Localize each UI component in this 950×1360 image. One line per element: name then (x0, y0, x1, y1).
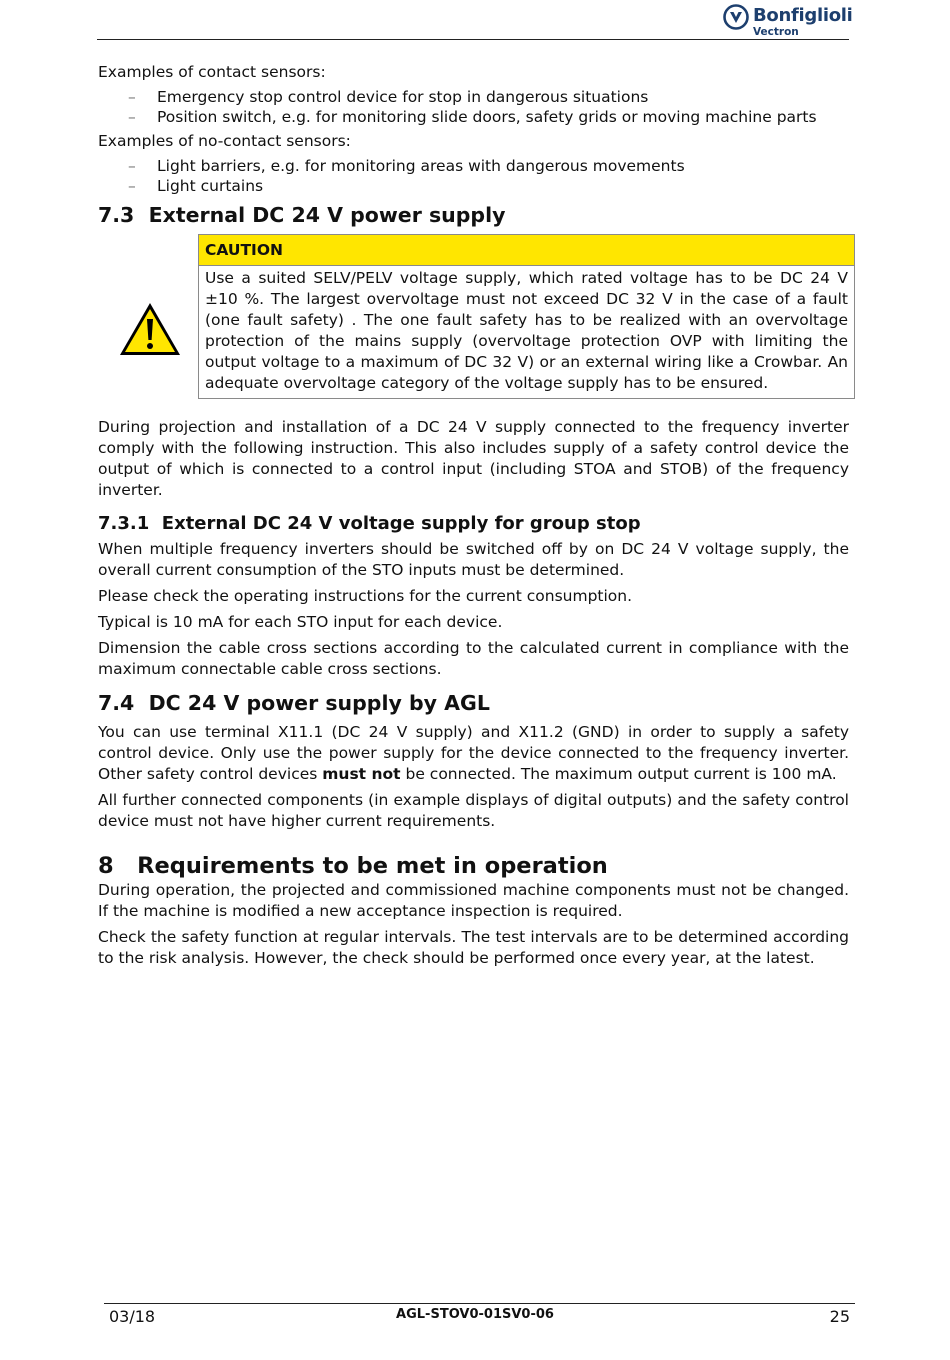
list-item (98, 107, 849, 127)
paragraph: Typical is 10 mA for each STO input for each device. (98, 613, 503, 631)
section-7-3-heading (98, 202, 849, 228)
section-number: 8 (98, 853, 114, 879)
section-7-3-paragraph: During projection and installation of a DC 24 V supply connected to the frequency inverter comply with the following instruction. This also includes supply of a safety control device the output of which is connected to a control input (including STOA and STOB) of the frequency inverter. (98, 418, 849, 499)
section-7-3-1-heading (98, 513, 849, 535)
footer-date: 03/18 (109, 1307, 156, 1326)
caution-notice (98, 234, 849, 399)
header-rule (97, 39, 849, 40)
caution-label: CAUTION (199, 235, 854, 266)
list-item (98, 176, 849, 196)
list-item (98, 87, 849, 107)
paragraph: All further connected components (in example displays of digital outputs) and the safety control device must not have higher current requirements. (98, 791, 849, 830)
section-title: DC 24 V power supply by AGL (148, 691, 490, 715)
caution-text: Use a suited SELV/PELV voltage supply, which rated voltage has to be DC 24 V ±10 %. The largest overvoltage must not exceed DC 32 V in the case of a fault (one fault safety) . The one fault safety has to be realized with an overvoltage protection of the mains supply (overvoltage protection OVP with limiting the output voltage to a maximum of DC 32 V) or an external wiring like a Crowbar. An adequate overvoltage category of the voltage supply has to be ensured. (205, 269, 848, 392)
section-number: 7.4 (98, 691, 135, 715)
nocontact-sensors-list (98, 156, 849, 196)
section-title: External DC 24 V voltage supply for group stop (161, 513, 641, 534)
dash-bullet: – (128, 157, 136, 175)
warning-triangle-icon (118, 301, 182, 357)
contact-sensors-label: Examples of contact sensors: (98, 63, 326, 81)
paragraph (98, 722, 849, 785)
section-7-4-heading (98, 690, 849, 716)
footer-rule (104, 1303, 855, 1304)
list-item (98, 156, 849, 176)
section-8-heading (98, 852, 849, 880)
logo-brand-text: Bonfiglioli (753, 5, 853, 26)
paragraph: During operation, the projected and commissioned machine components must not be changed. If the machine is modified a new acceptance inspection is required. (98, 881, 849, 920)
footer-document-id: AGL-STOV0-01SV0-06 (396, 1307, 554, 1322)
list-item-text: Emergency stop control device for stop in dangerous situations (157, 88, 649, 106)
paragraph: Please check the operating instructions for the current consumption. (98, 587, 633, 605)
paragraph: Dimension the cable cross sections according to the calculated current in compliance with the maximum connectable cable cross sections. (98, 639, 849, 678)
footer-page-number: 25 (829, 1307, 850, 1326)
paragraph-text: You can use terminal X11.1 (DC 24 V supply) and X11.2 (GND) in order to supply a safety control device. Only use the power supply for the device connected to the frequency inverter. Other safety control devices (98, 723, 849, 783)
section-number: 7.3 (98, 203, 135, 227)
list-item-text: Position switch, e.g. for monitoring slide doors, safety grids or moving machine parts (157, 108, 817, 126)
paragraph-text: be connected. The maximum output current is 100 mA. (400, 765, 837, 783)
logo-sub-text: Vectron (753, 26, 799, 38)
page-content (98, 62, 849, 969)
dash-bullet: – (128, 108, 136, 126)
list-item-text: Light curtains (157, 177, 264, 195)
emphasis-text: must not (322, 765, 401, 783)
paragraph: Check the safety function at regular intervals. The test intervals are to be determined according to the risk analysis. However, the check should be performed once every year, at the latest. (98, 928, 849, 967)
section-number: 7.3.1 (98, 513, 150, 534)
caution-box (198, 234, 855, 399)
company-logo (723, 3, 853, 39)
contact-sensors-list (98, 87, 849, 127)
paragraph: When multiple frequency inverters should be switched off by on DC 24 V voltage supply, the overall current consumption of the STO inputs must be determined. (98, 540, 849, 579)
section-title: External DC 24 V power supply (148, 203, 506, 227)
list-item-text: Light barriers, e.g. for monitoring areas with dangerous movements (157, 157, 685, 175)
bonfiglioli-logo-icon (723, 4, 749, 30)
dash-bullet: – (128, 88, 136, 106)
nocontact-sensors-label: Examples of no-contact sensors: (98, 132, 351, 150)
section-title: Requirements to be met in operation (137, 853, 608, 879)
dash-bullet: – (128, 177, 136, 195)
